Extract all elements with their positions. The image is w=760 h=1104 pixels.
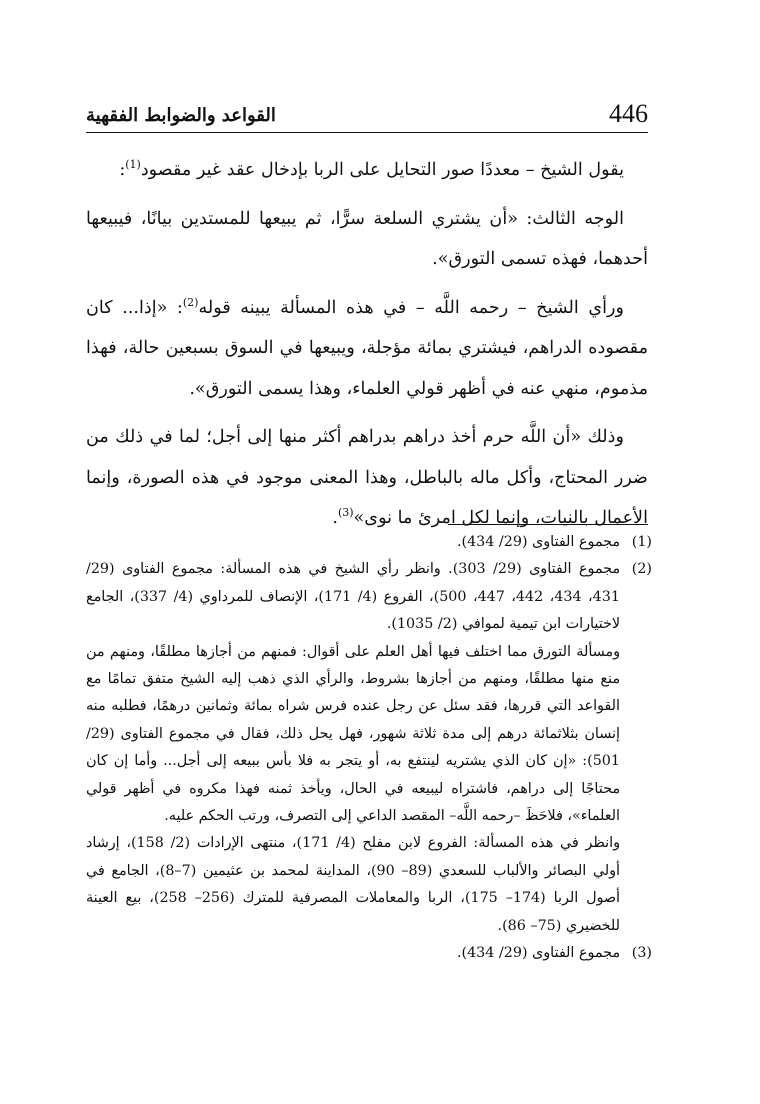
footnote-number: (1) (631, 534, 652, 550)
footnote-ref-2[interactable]: (2) (182, 295, 199, 309)
footnote-separator (448, 524, 648, 525)
footnote-ref-3[interactable]: (3) (337, 506, 354, 520)
page-header (86, 96, 648, 133)
paragraph-1: يقول الشيخ – معددًا صور التحايل على الربا بإدخال عقد غير مقصود$^{(1)}$: (119, 158, 624, 180)
footnote-1 (86, 529, 652, 556)
footnote-2 (86, 556, 652, 940)
footnote-ref-1[interactable]: (1) (125, 158, 141, 172)
paragraph-4: وذلك «أن اللَّه حرم أخذ دراهم بدراهم أكثر منها إلى أجل؛ لما في ذلك من ضرر المحتاج، وأكل ماله بالباطل، وهذا المعنى موجود في هذه الصورة، وإنما الأعمال بالنيات، وإنما لكل امرئ ما نوى»$^{(3)}$. (86, 427, 648, 528)
footnote-text: ومسألة التورق مما اختلف فيها أهل العلم على أقوال: فمنهم من أجازها مطلقًا، ومنهم من منع منها مطلقًا، ومنهم من أجازها بشروط، والرأي الذي ذهب إليه الشيخ متفق تمامًا مع القواعد التي قررها، فقد سئل عن رجل عنده فرس شراه بمائة وثمانين درهمًا، فطلبه منه إنسان بثلاثمائة درهم إلى مدة ثلاثة شهور، فهل يحل ذلك، فقال في مجموع الفتاوى (29/ 501): «إن كان الذي يشتريه لينتفع به، أو يتجر به فلا بأس ببيعه إلى أجل... وأما إن كان محتاجًا إلى دراهم، فاشتراه ليبيعه في الحال، ويأخذ ثمنه فهذا مكروه في أظهر قولي العلماء»، فلاحَظَ –رحمه اللَّه– المقصد الداعي إلى التصرف، ورتب الحكم عليه. (86, 643, 620, 825)
footnote-text: مجموع الفتاوى (29/ 434). (456, 534, 620, 550)
footnote-3 (86, 940, 652, 967)
running-title: القواعد والضوابط الفقهية (86, 105, 276, 126)
footnotes (86, 529, 652, 968)
footnote-number: (2) (631, 561, 652, 578)
paragraph-2: الوجه الثالث: «أن يشتري السلعة سرًّا، ثم يبيعها للمستدين بيانًا، فيبيعها أحدهما، فهذه تسمى التورق». (86, 208, 648, 269)
paragraph-3: ورأي الشيخ – رحمه اللَّه – في هذه المسألة يبينه قوله$^{(2)}$: «إذا... كان مقصوده الدراهم، فيشتري بمائة مؤجلة، ويبيعها في السوق بسبعين حالة، فهذا مذموم، منهي عنه في أظهر قولي العلماء، وهذا يسمى التورق». (86, 295, 648, 399)
main-text (86, 150, 648, 547)
footnote-text: مجموع الفتاوى (29/ 434). (456, 945, 620, 962)
footnote-text: وانظر في هذه المسألة: الفروع لابن مفلح (4/ 171)، منتهى الإرادات (2/ 158)، إرشاد أولي البصائر والألباب للسعدي (89– 90)، المداينة لمحمد بن عثيمين (7–8)، الجامع في أصول الربا (174– 175)، الربا والمعاملات المصرفية للمترك (256– 258)، بيع العينة للخضيري (75– 86). (86, 835, 621, 934)
footnote-text: مجموع الفتاوى (29/ 303). وانظر رأي الشيخ في هذه المسألة: مجموع الفتاوى (29/ 431، 434، 442، 447، 500)، الفروع (4/ 171)، الإنصاف للمرداوي (4/ 337)، الجامع لاختيارات ابن تيمية لموافي (2/ 1035). (86, 561, 620, 633)
page-number: 446 (609, 99, 648, 128)
footnote-number: (3) (631, 945, 652, 962)
